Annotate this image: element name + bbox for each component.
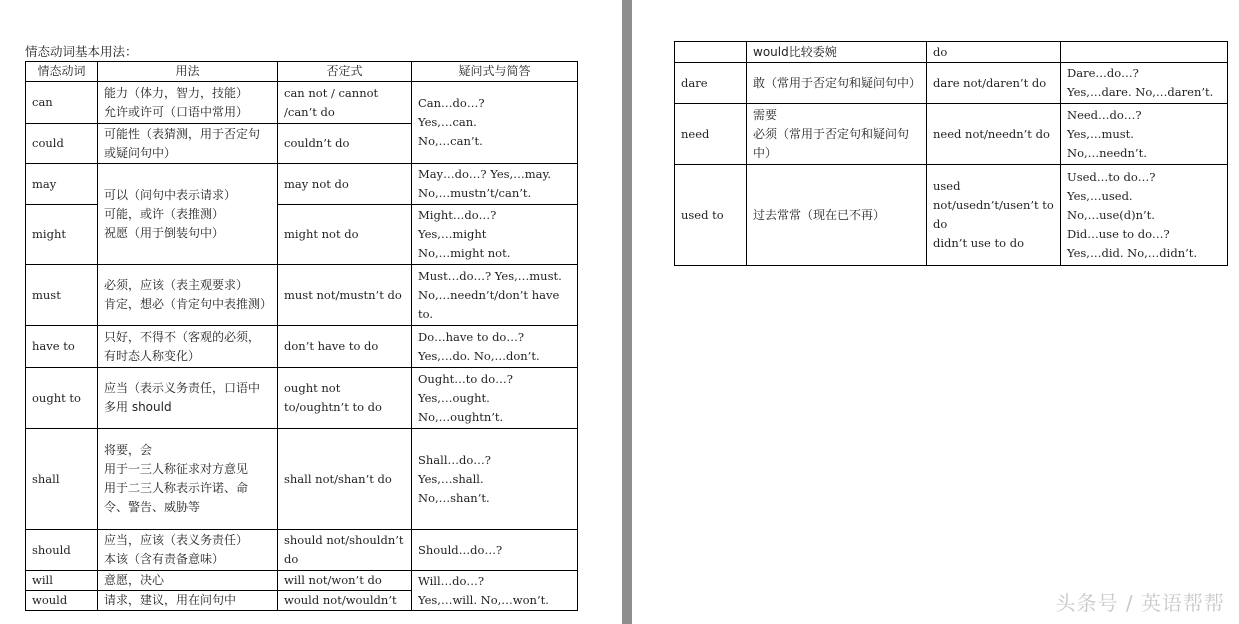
question-cell: Can…do…? Yes,…can. No,…can’t. [412, 82, 578, 164]
usage-cell: would比较委婉 [747, 42, 927, 63]
table-caption: 情态动词基本用法： [25, 44, 138, 59]
right-page [632, 0, 1239, 624]
question-cell: Used…to do…? Yes,…used. No,…use(d)n’t. Did…use to do…? Yes,…did. No,…didn’t. [1061, 165, 1228, 266]
question-cell: Dare…do…? Yes,…dare. No,…daren’t. [1061, 63, 1228, 104]
question-cell: Need…do…? Yes,…must. No,…needn’t. [1061, 104, 1228, 165]
usage-cell: 必须，应该（表主观要求） 肯定，想必（肯定句中表推测） [98, 265, 278, 326]
usage-cell: 只好，不得不（客观的必须，有时态人称变化） [98, 326, 278, 368]
negative-cell: must not/mustn’t do [278, 265, 412, 326]
usage-cell: 请求，建议，用在问句中 [98, 591, 278, 611]
table-row [26, 82, 578, 124]
usage-cell: 能力（体力，智力，技能） 允许或许可（口语中常用） [98, 82, 278, 124]
table-row [26, 571, 578, 591]
verb-cell: will [26, 571, 98, 591]
table-row [26, 530, 578, 571]
watermark: 头条号 / 英语帮帮 [1055, 591, 1225, 615]
table-row [675, 165, 1228, 266]
verb-cell: should [26, 530, 98, 571]
verb-cell: may [26, 164, 98, 205]
negative-cell: don’t have to do [278, 326, 412, 368]
usage-cell: 过去常常（现在已不再） [747, 165, 927, 266]
negative-cell: should not/shouldn’t do [278, 530, 412, 571]
verb-cell: dare [675, 63, 747, 104]
question-cell: Do…have to do…? Yes,…do. No,…don’t. [412, 326, 578, 368]
usage-cell: 可能性（表猜测，用于否定句或疑问句中） [98, 124, 278, 164]
verb-cell: could [26, 124, 98, 164]
question-cell [1061, 42, 1228, 63]
negative-cell: used not/usedn’t/usen’t to do didn’t use to do [927, 165, 1061, 266]
verb-cell: ought to [26, 368, 98, 429]
negative-cell: shall not/shan’t do [278, 429, 412, 530]
page-divider [622, 0, 632, 624]
table-row [675, 63, 1228, 104]
negative-cell: can not / cannot /can’t do [278, 82, 412, 124]
table-row [26, 326, 578, 368]
verb-cell: might [26, 205, 98, 265]
negative-cell: couldn’t do [278, 124, 412, 164]
usage-cell: 需要 必须（常用于否定句和疑问句中） [747, 104, 927, 165]
negative-cell: might not do [278, 205, 412, 265]
table-row [675, 42, 1228, 63]
header-verb: 情态动词 [26, 62, 98, 82]
verb-cell: have to [26, 326, 98, 368]
verb-cell: must [26, 265, 98, 326]
negative-cell: may not do [278, 164, 412, 205]
usage-cell: 敢（常用于否定句和疑问句中） [747, 63, 927, 104]
question-cell: May…do…? Yes,…may. No,…mustn’t/can’t. [412, 164, 578, 205]
question-cell: Might…do…? Yes,…might No,…might not. [412, 205, 578, 265]
verb-cell: need [675, 104, 747, 165]
question-cell: Will…do…? Yes,…will. No,…won’t. [412, 571, 578, 611]
verb-cell: used to [675, 165, 747, 266]
usage-cell: 可以（问句中表示请求） 可能，或许（表推测） 祝愿（用于倒装句中） [98, 164, 278, 265]
usage-cell: 应当（表示义务责任，口语中多用 should [98, 368, 278, 429]
header-question: 疑问式与简答 [412, 62, 578, 82]
verb-cell: can [26, 82, 98, 124]
negative-cell: do [927, 42, 1061, 63]
table-header-row [26, 62, 578, 82]
modal-verbs-table [25, 61, 578, 611]
negative-cell: would not/wouldn’t [278, 591, 412, 611]
negative-cell: need not/needn’t do [927, 104, 1061, 165]
modal-verbs-table-continued [674, 41, 1228, 266]
negative-cell: ought not to/oughtn’t to do [278, 368, 412, 429]
verb-cell: would [26, 591, 98, 611]
header-usage: 用法 [98, 62, 278, 82]
negative-cell: will not/won’t do [278, 571, 412, 591]
table-row [26, 164, 578, 205]
usage-cell: 将要，会 用于一三人称征求对方意见 用于二三人称表示许诺、命令、警告、威胁等 [98, 429, 278, 530]
question-cell: Ought…to do…? Yes,…ought. No,…oughtn’t. [412, 368, 578, 429]
question-cell: Must…do…? Yes,…must. No,…needn’t/don’t have to. [412, 265, 578, 326]
question-cell: Shall…do…? Yes,…shall. No,…shan’t. [412, 429, 578, 530]
verb-cell: shall [26, 429, 98, 530]
table-row [26, 368, 578, 429]
table-row [675, 104, 1228, 165]
table-row [26, 265, 578, 326]
table-row [26, 429, 578, 530]
header-negative: 否定式 [278, 62, 412, 82]
usage-cell: 意愿，决心 [98, 571, 278, 591]
question-cell: Should…do…? [412, 530, 578, 571]
usage-cell: 应当，应该（表义务责任） 本该（含有责备意味） [98, 530, 278, 571]
verb-cell [675, 42, 747, 63]
negative-cell: dare not/daren’t do [927, 63, 1061, 104]
